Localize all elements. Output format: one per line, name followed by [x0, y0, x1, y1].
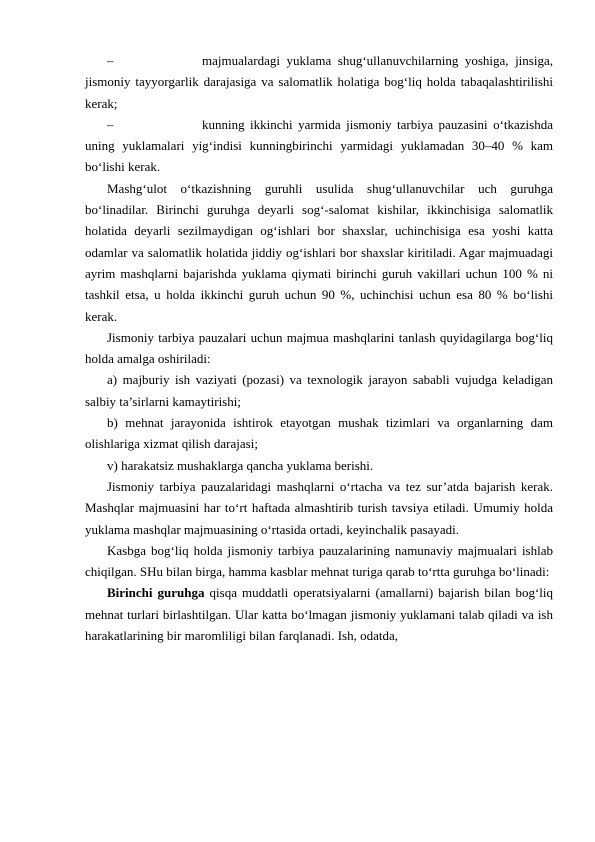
paragraph-tempo: Jismoniy tarbiya pauzalaridagi mashqlarni o‘rtacha va tez sur’atda bajarish kerak. Mashqlar majmuasini har to‘rt haftada almashtirib turish tavsiya etiladi. Umumiy holda yuklama mashqlar majmuasining o‘rtasida ortadi, keyinchalik pasayadi. [85, 478, 553, 537]
paragraph-group-method: Mashg‘ulot o‘tkazishning guruhli usulida shug‘ullanuvchilar uch guruhga bo‘linadilar. Birinchi guruhga deyarli sog‘-salomat kishilar, ikkinchisiga salomatlik holatida deyarli sezilmaydigan og‘ishlari bor shaxslar, uchinchisiga esa yoshi katta odamlar va salomatlik holatida jiddiy og‘ishlari bor shaxslar kiritiladi. Agar majmuadagi ayrim mashqlarni bajarishda yuklama qiymati birinchi guruh vakillari uchun 100 % ni tashkil etsa, u holda ikkinchi guruh uchun 90 %, uchinchisi uchun esa 80 % bo‘lishi kerak. [85, 180, 553, 324]
paragraph-selection-intro: Jismoniy tarbiya pauzalari uchun majmua mashqlarini tanlash quyidagilarga bog‘liq holda amalga oshiriladi: [85, 329, 553, 367]
dash-marker: – [107, 116, 114, 132]
paragraph-text: majmualardagi yuklama shug‘ullanuvchilarning yoshiga, jinsiga, jismoniy tayyorgarlik darajasiga va salomatlik holatiga bog‘liq holda tabaqalashtirilishi kerak; [85, 53, 553, 111]
list-item-a: a) majburiy ish vaziyati (pozasi) va texnologik jarayon sababli vujudga keladigan salbiy ta’sirlarni kamaytirishi; [85, 372, 553, 409]
paragraph-first-group [85, 582, 553, 646]
dash-marker: – [107, 53, 114, 68]
list-item-dash-1 [85, 50, 553, 114]
list-item-v: v) harakatsiz mushaklarga qancha yuklama berishi. [107, 457, 374, 473]
bold-term: Birinchi guruhga [107, 585, 205, 601]
document-page [85, 50, 553, 646]
paragraph-text: qisqa muddatli operatsiyalarni (amallarni) bajarish bilan bog‘liq mehnat turlari birlashtilgan. Ular katta bo‘lmagan jismoniy yuklamani talab qiladi va ish harakatlarining bir maromliligi bilan farqlanadi. Ish, odatda, [85, 585, 553, 644]
list-item-b: b) mehnat jarayonida ishtirok etayotgan mushak tizimlari va organlarning dam olishlariga xizmat qilish darajasi; [85, 415, 553, 452]
paragraph-professions: Kasbga bog‘liq holda jismoniy tarbiya pauzalarining namunaviy majmualari ishlab chiqilgan. SHu bilan birga, hamma kasblar mehnat turiga qarab to‘rtta guruhga bo‘linadi: [85, 542, 553, 580]
paragraph-text: kunning ikkinchi yarmida jismoniy tarbiya pauzasini o‘tkazishda uning yuklamalari yig‘indisi kunningbirinchi yarmidagi yuklamadan 30–40 % kam bo‘lishi kerak. [85, 116, 553, 175]
list-item-dash-2 [85, 114, 553, 178]
